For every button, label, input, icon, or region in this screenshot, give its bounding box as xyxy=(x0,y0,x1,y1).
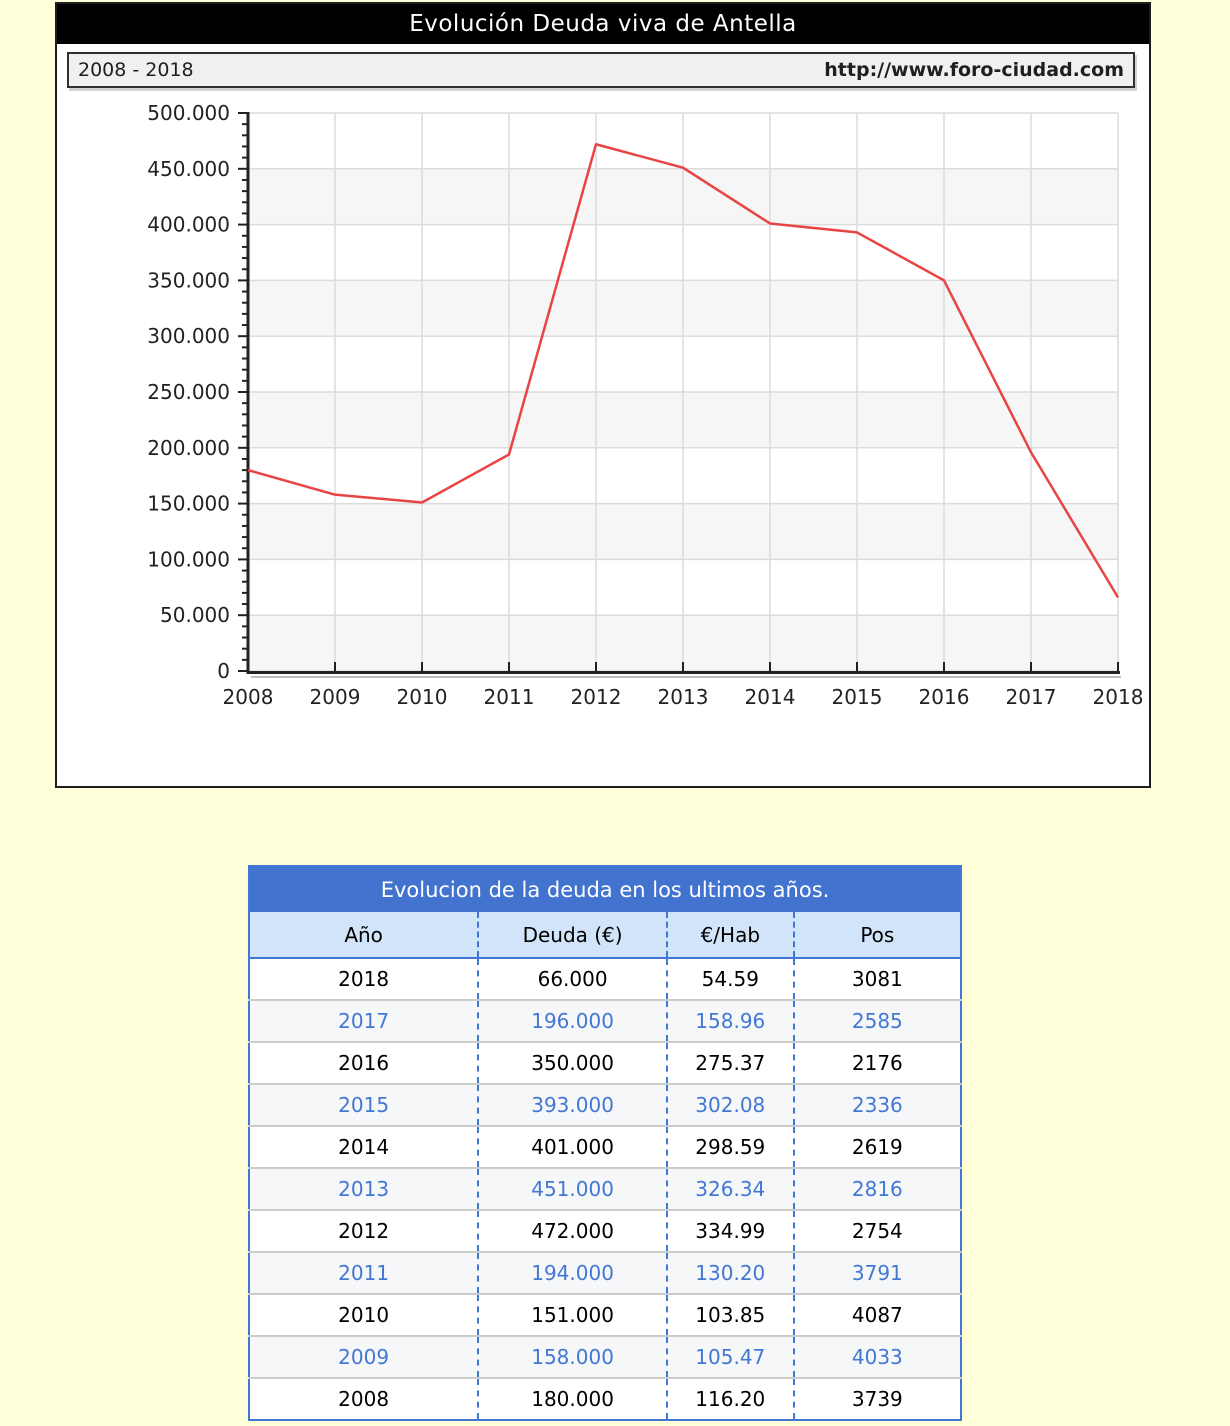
cell-eur-hab: 302.08 xyxy=(667,1084,794,1126)
cell-pos: 4087 xyxy=(794,1294,961,1336)
cell-deuda: 158.000 xyxy=(478,1336,667,1378)
cell-eur-hab: 116.20 xyxy=(667,1378,794,1420)
x-axis-label: 2017 xyxy=(1005,685,1057,709)
cell-year: 2016 xyxy=(249,1042,478,1084)
cell-year: 2009 xyxy=(249,1336,478,1378)
cell-pos: 2176 xyxy=(794,1042,961,1084)
cell-pos: 2816 xyxy=(794,1168,961,1210)
debt-line-chart xyxy=(57,88,1153,784)
column-header: Deuda (€) xyxy=(478,912,667,958)
cell-eur-hab: 334.99 xyxy=(667,1210,794,1252)
x-axis-label: 2014 xyxy=(744,685,796,709)
debt-chart-panel xyxy=(55,2,1151,788)
table-row xyxy=(249,1084,961,1126)
table-row xyxy=(249,1294,961,1336)
y-axis-label: 0 xyxy=(217,659,230,683)
chart-range-label: 2008 - 2018 xyxy=(78,59,194,81)
y-axis-label: 50.000 xyxy=(160,603,230,628)
y-axis-label: 150.000 xyxy=(147,491,230,516)
cell-eur-hab: 326.34 xyxy=(667,1168,794,1210)
y-axis-label: 200.000 xyxy=(147,435,230,460)
cell-eur-hab: 275.37 xyxy=(667,1042,794,1084)
chart-source-url: http://www.foro-ciudad.com xyxy=(824,59,1124,81)
column-header: €/Hab xyxy=(667,912,794,958)
cell-year: 2012 xyxy=(249,1210,478,1252)
cell-deuda: 151.000 xyxy=(478,1294,667,1336)
x-axis-label: 2016 xyxy=(918,685,970,709)
cell-deuda: 472.000 xyxy=(478,1210,667,1252)
table-row xyxy=(249,1126,961,1168)
column-header: Año xyxy=(249,912,478,958)
table-row xyxy=(249,1252,961,1294)
cell-deuda: 393.000 xyxy=(478,1084,667,1126)
x-axis-label: 2008 xyxy=(222,685,274,709)
y-axis-label: 500.000 xyxy=(147,101,230,125)
cell-eur-hab: 103.85 xyxy=(667,1294,794,1336)
y-axis-label: 400.000 xyxy=(147,212,230,237)
x-axis-label: 2018 xyxy=(1092,685,1144,709)
cell-year: 2011 xyxy=(249,1252,478,1294)
cell-year: 2018 xyxy=(249,958,478,1000)
y-axis-label: 100.000 xyxy=(147,547,230,572)
cell-year: 2013 xyxy=(249,1168,478,1210)
table-row xyxy=(249,958,961,1000)
chart-title: Evolución Deuda viva de Antella xyxy=(57,4,1149,44)
x-axis-label: 2011 xyxy=(483,685,535,709)
cell-year: 2017 xyxy=(249,1000,478,1042)
x-axis-label: 2013 xyxy=(657,685,709,709)
cell-deuda: 194.000 xyxy=(478,1252,667,1294)
cell-pos: 3081 xyxy=(794,958,961,1000)
x-axis-label: 2009 xyxy=(309,685,361,709)
cell-deuda: 401.000 xyxy=(478,1126,667,1168)
table-row xyxy=(249,1210,961,1252)
cell-deuda: 196.000 xyxy=(478,1000,667,1042)
x-axis-label: 2015 xyxy=(831,685,883,709)
cell-year: 2015 xyxy=(249,1084,478,1126)
cell-eur-hab: 298.59 xyxy=(667,1126,794,1168)
cell-eur-hab: 158.96 xyxy=(667,1000,794,1042)
cell-pos: 2585 xyxy=(794,1000,961,1042)
x-axis-label: 2012 xyxy=(570,685,622,709)
cell-pos: 2754 xyxy=(794,1210,961,1252)
cell-year: 2008 xyxy=(249,1378,478,1420)
table-row xyxy=(249,1000,961,1042)
cell-deuda: 66.000 xyxy=(478,958,667,1000)
chart-subtitle-bar xyxy=(67,52,1135,88)
cell-eur-hab: 130.20 xyxy=(667,1252,794,1294)
cell-pos: 3791 xyxy=(794,1252,961,1294)
cell-eur-hab: 54.59 xyxy=(667,958,794,1000)
table-title-row xyxy=(249,866,961,912)
y-axis-label: 300.000 xyxy=(147,324,230,349)
table-title: Evolucion de la deuda en los ultimos años. xyxy=(249,866,961,912)
table-row xyxy=(249,1042,961,1084)
debt-table xyxy=(248,865,962,1421)
table-row xyxy=(249,1168,961,1210)
cell-pos: 2336 xyxy=(794,1084,961,1126)
cell-deuda: 350.000 xyxy=(478,1042,667,1084)
column-header: Pos xyxy=(794,912,961,958)
cell-eur-hab: 105.47 xyxy=(667,1336,794,1378)
y-axis-label: 250.000 xyxy=(147,380,230,404)
x-axis-label: 2010 xyxy=(396,685,448,709)
cell-deuda: 180.000 xyxy=(478,1378,667,1420)
table-row xyxy=(249,1378,961,1420)
cell-year: 2010 xyxy=(249,1294,478,1336)
cell-pos: 3739 xyxy=(794,1378,961,1420)
cell-pos: 2619 xyxy=(794,1126,961,1168)
table-row xyxy=(249,1336,961,1378)
cell-year: 2014 xyxy=(249,1126,478,1168)
table-header-row xyxy=(249,912,961,958)
cell-deuda: 451.000 xyxy=(478,1168,667,1210)
y-axis-label: 450.000 xyxy=(147,156,230,181)
y-axis-label: 350.000 xyxy=(147,268,230,293)
cell-pos: 4033 xyxy=(794,1336,961,1378)
